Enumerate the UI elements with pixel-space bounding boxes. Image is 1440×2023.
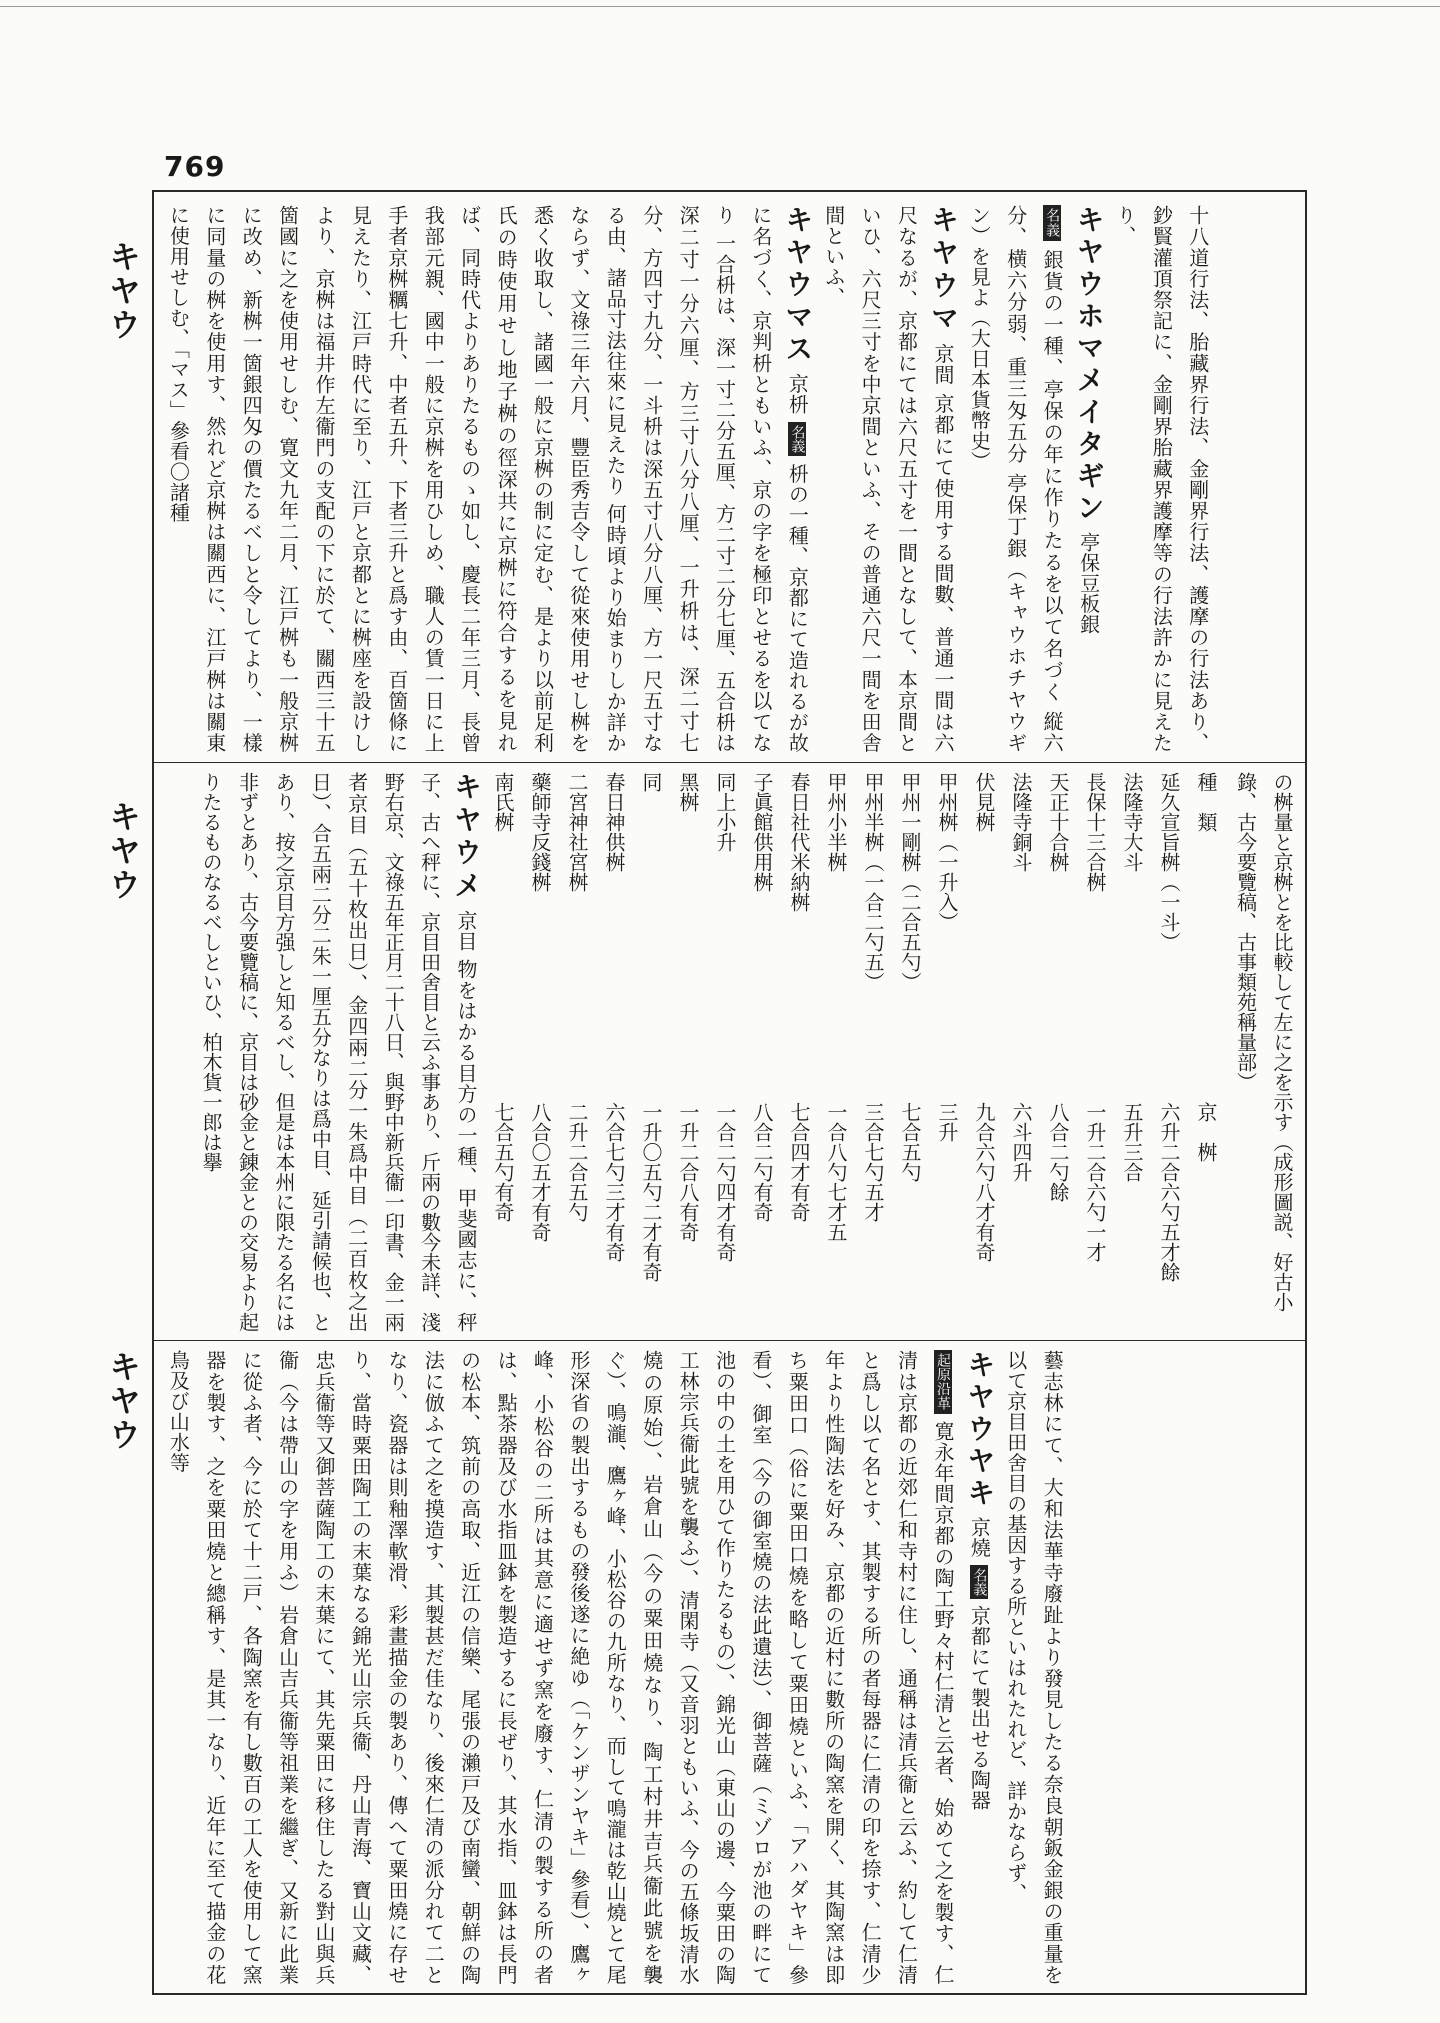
running-head-3: キヤウ	[104, 1350, 142, 1452]
table-cell-type: 甲州小半桝	[824, 772, 848, 872]
entry-body: 亭保丁銀（キャウホチヤウギン）を見よ（大日本貨幣史）	[967, 205, 1028, 753]
table-row	[891, 772, 928, 1332]
entry-body: 一合枡は、深一寸二分五厘、方二寸二分七厘、五合枡は深二寸一分六厘、方三寸八分八厘、一升枡は、深二寸七分、方四寸九分、一斗枡は深五寸八分八厘、方一尺五寸なる由、諸品寸法往來に見えたり	[603, 205, 737, 753]
table-header	[1187, 772, 1224, 1332]
entry-kanji: 京枡	[785, 373, 810, 415]
entry-heading-kyaume: キヤウメ	[450, 772, 483, 904]
table-cell-kyomasu: 一升〇五勺二才有奇	[639, 1102, 663, 1282]
entry-kanji: 亭保豆板銀	[1076, 531, 1101, 635]
tag-kigen-enkaku: 起原沿革	[934, 1350, 952, 1414]
table-row	[854, 772, 891, 1332]
table-cell-kyomasu: 八合二勺有奇	[750, 1102, 774, 1222]
table-row	[1113, 772, 1150, 1332]
table-cell-kyomasu: 一升二合六勺一才	[1083, 1102, 1107, 1262]
entry-body: 縦六分、横六分弱、重三匁五分	[1003, 205, 1065, 753]
bottom-text	[160, 1350, 1070, 1985]
entry-body: 枡の一種、京都にて造れるが故に名づく、京判枡ともいふ、京の字を極印とせるを以てなり	[712, 205, 810, 753]
table-row	[817, 772, 854, 1332]
table-row	[706, 772, 743, 1332]
table-row	[632, 772, 669, 1332]
page-number: 769	[164, 150, 226, 183]
table-cell-kyomasu: 三合七勺五才	[861, 1102, 885, 1222]
table-cell-type: 同上小升	[713, 772, 737, 852]
table-cell-type: 法隆寺大斗	[1120, 772, 1144, 872]
table-cell-kyomasu: 七合五勺有奇	[491, 1102, 515, 1222]
table-cell-kyomasu: 京 桝	[1194, 1102, 1218, 1162]
entry-kanji: 京燒	[967, 1516, 992, 1558]
table-row	[558, 772, 595, 1332]
table-cell-kyomasu: 五升三合	[1120, 1102, 1144, 1182]
table-cell-type: 長保十三合桝	[1083, 772, 1107, 892]
table-cell-type: 同	[639, 772, 663, 792]
table-cell-kyomasu: 六合七勺三才有奇	[602, 1102, 626, 1262]
entry-body: 銀貨の一種、亭保の年に作りたるを以て名づく	[1040, 249, 1065, 703]
entry-body: 何時頃より始まりしか詳かならず、文祿三年六月、豐臣秀吉令して從來使用せし桝を悉く收取し、諸國一般に京桝の制に定む、是より以前足利氏の時使用せし地子桝の徑深共に京桝に符合するを見れば、同時代よりありたるものゝ如し、慶長二年三月、長曾我部元親、國中一般に京桝を用ひしめ、職人の賃一日に上手者京桝糲七升、中者五升、下者三升と爲す由、百箇條に見えたり、江戸時代に至り、江戸と京都とに桝座を設けしより、京桝は福井作左衞門の支配の下に於て、關西三十五箇國に之を使用せしむ、寛文九年二月、江戸桝も一般京桝に改め、新桝一箇銀四匁の價たるべしと令してより、一樣に同量の桝を使用す、然れど京桝は關西に、江戸桝は關東に使用せしむ、「マス」參看〇諸種	[166, 205, 628, 753]
table-cell-type: 甲州一剛桝（二合五勺）	[898, 772, 922, 992]
table-cell-type: 藥師寺反錢桝	[528, 772, 552, 892]
table-row	[484, 772, 521, 1332]
entry-heading-kyauhomameitagin: キヤウホマメイタギン	[1072, 205, 1106, 525]
table-row	[743, 772, 780, 1332]
middle-section	[160, 772, 1300, 1332]
table-cell-kyomasu: 一合八勺七才五	[824, 1102, 848, 1242]
table-cell-type: 春日社代米納桝	[787, 772, 811, 912]
entry-body: 京都にて使用する間數、普通一間は六尺なるが、京都にては六尺五寸を一間となして、本京間といひ、六尺三寸を中京間といふ、その普通六尺一間を田舎間といふ、	[821, 205, 955, 753]
bottom-section	[160, 1350, 1300, 1985]
table-row	[780, 772, 817, 1332]
entry-body: 京都にて製出せる陶器	[967, 1605, 992, 1811]
entry-body: 物をはかる目方の一種、甲斐國志に、秤子、古へ秤に、京目田舍目と云ふ事あり、斤兩の數今未詳、淺野右京、文祿五年正月二十八日、與野中新兵衞一印書、金一兩者京目（五十枚出日）、金四兩二分一朱爲中目（二百枚之出日）、合五兩二分二朱一厘五分なりは爲中目、延引請候也、とあり、按之京目方强しと知るべし、但是は本州に限たる名には非ずとあり、古今要覽稿に、京目は砂金と錬金との交易より起りたるものなるべしといひ、柏木貨一郎は擧	[199, 772, 478, 1332]
tag-meigi: 名義	[1043, 205, 1061, 241]
table-cell-kyomasu: 八合〇五才有奇	[528, 1102, 552, 1242]
tag-meigi: 名義	[788, 422, 806, 456]
continuation-paragraph: 藝志林にて、大和法華寺廢趾より發見したる奈良朝鈑金銀の重量を以て京目田舍目の基因する所といはれたれど、詳かならず、	[1003, 1350, 1065, 1985]
table-cell-type: 種 類	[1194, 772, 1218, 832]
entry-body: 寛永年間京都の陶工野々村仁清と云者、始めて之を製す、仁清は京都の近郊仁和寺村に住し、通稱は清兵衞と云ふ、約して仁清と爲し以て名とす、其製する所の者每器に仁清の印を捺す、仁清少年より性陶法を好み、京都の近村に數所の陶窯を開く、其陶窯は即ち粟田口（俗に粟田口燒を略して粟田燒といふ、「アハダヤキ」參看）、御室（今の御室燒の法此遺法）、御菩薩（ミゾロが池の畔にて池の中の土を用ひて作りたるもの）、錦光山（東山の邊、今粟田の陶工林宗兵衞此號を襲ふ）、清閑寺（又音羽ともいふ、今の五條坂清水燒の原始）、岩倉山（今の粟田燒なり、陶工村井吉兵衞此號を襲ぐ）、鳴瀧、鷹ヶ峰、小松谷の九所なり、而して鳴瀧は乾山燒とて尾形深省の製出するもの發後遂に絶ゆ（「ケンザンヤキ」參看）、鷹ヶ峰、小松谷の二所は其意に適せず窯を廢す、仁清の製する所の者は、點茶器及び水指皿鉢を製造するに長ぜり、其水指、皿鉢は長門の松本、筑前の高取、近江の信樂、尾張の瀨戸及び南蠻、朝鮮の陶法に倣ふて之を摸造す、其製甚だ佳なり、後來仁清の派分れて二となり、瓷器は則釉澤軟滑、彩畫描金の製あり、傳へて粟田燒に存せり、當時粟田陶工の末葉なる錦光山宗兵衞、丹山青海、寶山文藏、忠兵衞等又御菩薩陶工の末葉にて、其先粟田に移住したる對山與兵衞（今は帶山の字を用ふ）岩倉山吉兵衞等祖業を繼ぎ、又新に此業に從ふ者、今に於て十二戸、各陶窯を有し數百の工人を使用して窯器を製す、之を粟田燒と總稱す、是其一なり、近年に至て描金の花鳥及び山水等	[166, 1350, 955, 1985]
section-divider-1	[152, 762, 1307, 763]
table-cell-type: 天正十合桝	[1046, 772, 1070, 872]
table-cell-type: 法隆寺銅斗	[1009, 772, 1033, 872]
table-cell-kyomasu: 七合五勺	[898, 1102, 922, 1182]
table-cell-kyomasu: 二升二合五勺	[565, 1102, 589, 1222]
middle-content	[160, 772, 1300, 1332]
table-cell-type: 黑桝	[676, 772, 700, 812]
table-cell-kyomasu: 六斗四升	[1009, 1102, 1033, 1182]
table-cell-type: 子眞館供用桝	[750, 772, 774, 892]
measure-table	[484, 772, 1224, 1332]
table-cell-kyomasu: 一升二合八有奇	[676, 1102, 700, 1242]
entry-kanji: 京目	[454, 910, 478, 952]
tag-meigi: 名義	[970, 1565, 988, 1599]
table-cell-type: 伏見桝	[972, 772, 996, 832]
table-row	[928, 772, 965, 1332]
continuation-paragraph: 十八道行法、胎藏界行法、金剛界行法、護摩の行法あり、鈔賢灌頂祭記に、金剛界胎藏界護摩等の行法許かに見えたり、	[1112, 205, 1210, 753]
table-cell-type: 二宮神社宮桝	[565, 772, 589, 892]
table-intro: の桝量と京桝とを比較して左に之を示す（成形圖説、好古小錄、古今要覽稿、古事類苑稱量部）	[1233, 772, 1294, 1312]
top-rule	[0, 6, 1440, 7]
table-cell-kyomasu: 七合四才有奇	[787, 1102, 811, 1222]
table-cell-kyomasu: 一合二勺四才有奇	[713, 1102, 737, 1262]
table-cell-kyomasu: 三升	[935, 1102, 959, 1142]
entry-heading-kyauyaki: キヤウヤキ	[963, 1350, 997, 1510]
top-text	[160, 205, 1216, 753]
table-cell-kyomasu: 六升二合六勺五才餘	[1157, 1102, 1181, 1282]
top-section	[160, 205, 1300, 753]
table-cell-type: 延久宣旨桝（一斗）	[1157, 772, 1181, 952]
table-cell-kyomasu: 八合二勺餘	[1046, 1102, 1070, 1202]
table-row	[669, 772, 706, 1332]
table-row	[521, 772, 558, 1332]
table-cell-type: 甲州半桝（一合二勺五）	[861, 772, 885, 992]
table-row	[1039, 772, 1076, 1332]
table-cell-type: 甲州桝（一升入）	[935, 772, 959, 932]
entry-kanji: 京間	[930, 343, 955, 386]
section-divider-2	[152, 1340, 1307, 1341]
table-cell-kyomasu: 九合六勺八才有奇	[972, 1102, 996, 1262]
entry-heading-kyaumasu: キヤウマス	[781, 205, 815, 367]
entry-heading-kyauma: キヤウマ	[926, 205, 960, 336]
kyome-entry	[193, 772, 484, 1332]
table-row	[595, 772, 632, 1332]
table-row	[1076, 772, 1113, 1332]
running-head-1: キヤウ	[104, 240, 142, 342]
running-head-2: キヤウ	[104, 800, 142, 902]
table-row	[965, 772, 1002, 1332]
table-cell-type: 南氏桝	[491, 772, 515, 832]
table-row	[1150, 772, 1187, 1332]
table-row	[1002, 772, 1039, 1332]
table-cell-type: 春日神供桝	[602, 772, 626, 872]
